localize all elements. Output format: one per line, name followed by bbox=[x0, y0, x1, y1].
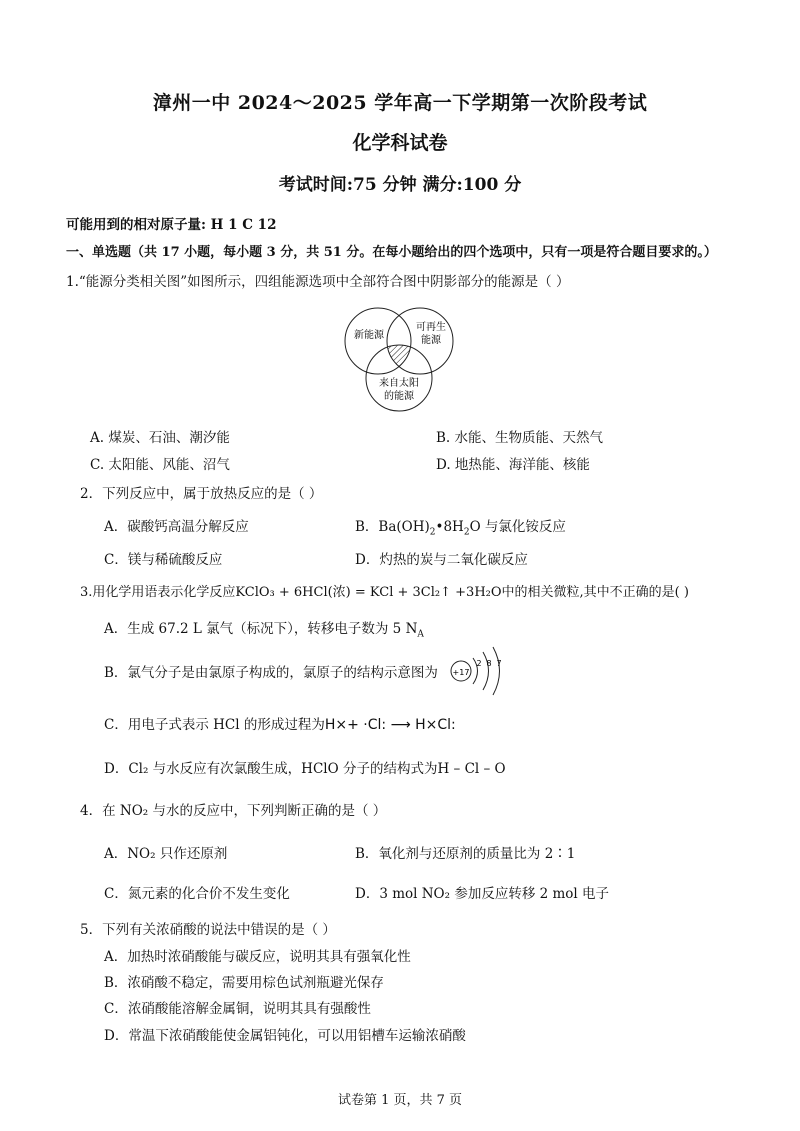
nucleus-charge: +17 bbox=[452, 668, 470, 677]
q3-option-a: A．生成 67.2 L 氯气（标况下），转移电子数为 5 $N_A$ bbox=[104, 621, 424, 640]
q2-option-c: C．镁与稀硫酸反应 bbox=[104, 552, 223, 568]
q1-option-c: C. 太阳能、风能、沼气 bbox=[90, 457, 230, 473]
hclo-structural-formula: H – Cl – O bbox=[437, 761, 506, 777]
venn-diagram bbox=[335, 300, 465, 415]
atomic-mass-note: 可能用到的相对原子量: H 1 C 12 bbox=[66, 217, 277, 233]
section-heading: 一、单选题（共 17 小题，每小题 3 分，共 51 分。在每小题给出的四个选项中，只有一项是符合题目要求的。） bbox=[66, 245, 717, 260]
page-footer: 试卷第 1 页，共 7 页 bbox=[337, 1093, 463, 1108]
venn-label-solar-2: 的能源 bbox=[384, 391, 414, 402]
q3-stem: 3.用化学用语表示化学反应KClO₃ + 6HCl(浓) = KCl + 3Cl₂↑ +3H₂O中的相关微粒,其中不正确的是( ) bbox=[80, 585, 689, 600]
q2-option-b: B．$Ba(OH)_2•8H_2O$ 与氯化铵反应 bbox=[355, 519, 566, 538]
subject-title: 化学科试卷 bbox=[352, 132, 448, 154]
q5-option-c: C．浓硝酸能溶解金属铜，说明其具有强酸性 bbox=[104, 1001, 371, 1017]
q4-option-b: B．氧化剂与还原剂的质量比为 2∶1 bbox=[355, 846, 576, 862]
shell-1-count: 2 bbox=[476, 659, 482, 668]
q3-option-c: C．用电子式表示 HCl 的形成过程为H×+ ·Cl: ⟶ H×Cl: bbox=[104, 717, 456, 733]
q2-option-a: A．碳酸钙高温分解反应 bbox=[104, 519, 249, 535]
q3-equation: KClO₃ + 6HCl(浓) = KCl + 3Cl₂↑ +3H₂O bbox=[235, 585, 502, 600]
q5-stem: 5．下列有关浓硝酸的说法中错误的是（ ） bbox=[80, 922, 336, 938]
q2-stem: 2．下列反应中，属于放热反应的是（ ） bbox=[80, 486, 323, 502]
q2-option-d: D．灼热的炭与二氧化碳反应 bbox=[355, 552, 528, 568]
q3-option-b: B．氯气分子是由氯原子构成的，氯原子的结构示意图为 bbox=[104, 665, 438, 681]
hcl-electron-formula: H×+ ·Cl: ⟶ H×Cl: bbox=[324, 717, 456, 733]
venn-label-renewable-2: 能源 bbox=[421, 335, 441, 346]
q3-option-d: D．Cl₂ 与水反应有次氯酸生成，HClO 分子的结构式为H – Cl – O bbox=[104, 761, 506, 777]
shell-3-count: 7 bbox=[496, 659, 502, 668]
exam-info: 考试时间:75 分钟 满分:100 分 bbox=[278, 175, 522, 195]
q4-stem: 4．在 NO₂ 与水的反应中，下列判断正确的是（ ） bbox=[80, 803, 387, 819]
venn-circle-new-energy bbox=[345, 308, 411, 374]
q1-option-b: B. 水能、生物质能、天然气 bbox=[436, 430, 604, 446]
exam-title: 漳州一中 2024～2025 学年高一下学期第一次阶段考试 bbox=[152, 92, 648, 114]
q1-stem: 1.“能源分类相关图”如图所示，四组能源选项中全部符合图中阴影部分的能源是（ ） bbox=[66, 274, 570, 290]
q1-option-a: A. 煤炭、石油、潮汐能 bbox=[90, 430, 230, 446]
q1-option-d: D. 地热能、海洋能、核能 bbox=[436, 457, 590, 473]
chlorine-atom-structure-diagram bbox=[449, 644, 509, 698]
q5-option-a: A．加热时浓硝酸能与碳反应，说明其具有强氧化性 bbox=[104, 949, 411, 965]
q4-option-c: C．氮元素的化合价不发生变化 bbox=[104, 886, 290, 902]
q4-option-d: D．3 mol NO₂ 参加反应转移 2 mol 电子 bbox=[355, 886, 610, 902]
shell-2-count: 8 bbox=[486, 659, 492, 668]
q5-option-d: D．常温下浓硝酸能使金属铝钝化，可以用铝槽车运输浓硝酸 bbox=[104, 1028, 466, 1044]
q4-option-a: A．NO₂ 只作还原剂 bbox=[104, 846, 228, 862]
venn-label-new-energy: 新能源 bbox=[354, 330, 384, 341]
venn-label-renewable-1: 可再生 bbox=[416, 322, 446, 333]
venn-circle-renewable bbox=[387, 308, 453, 374]
q5-option-b: B．浓硝酸不稳定，需要用棕色试剂瓶避光保存 bbox=[104, 975, 384, 991]
venn-label-solar-1: 来自太阳 bbox=[379, 378, 419, 389]
